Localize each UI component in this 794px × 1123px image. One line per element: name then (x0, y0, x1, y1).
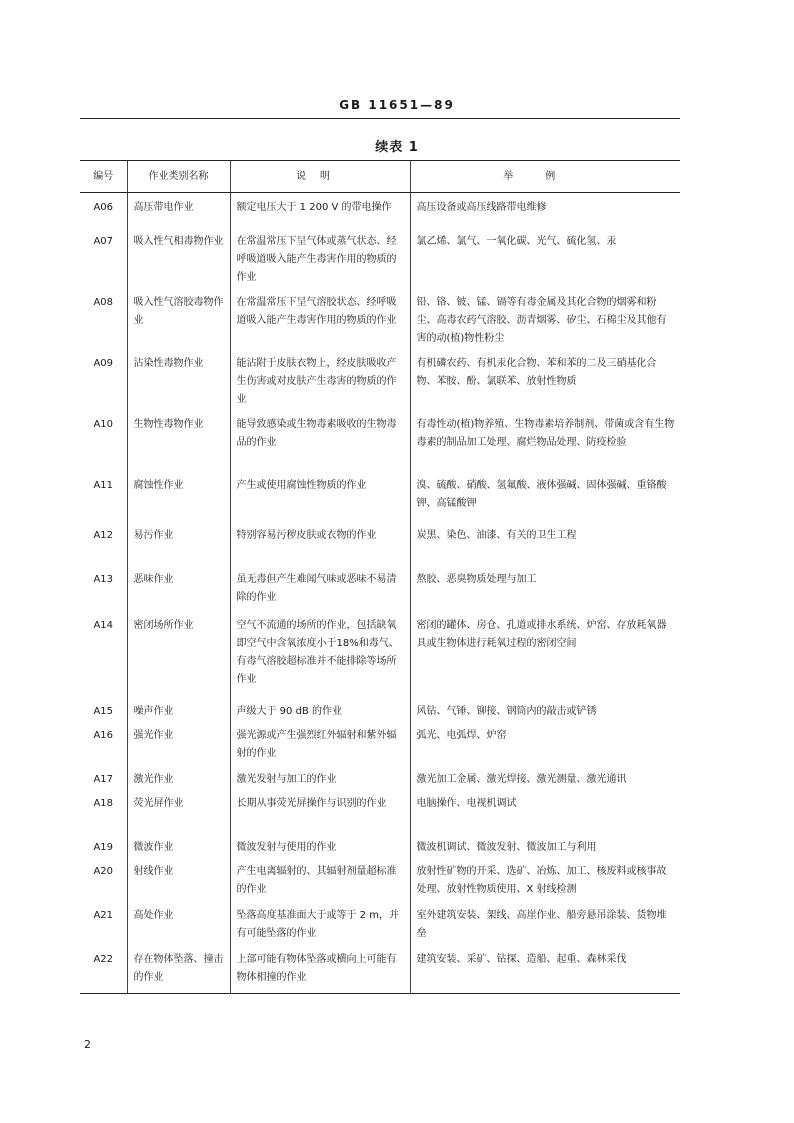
cell-name: 高处作业 (127, 901, 230, 945)
cell-name: 腐蚀性作业 (127, 471, 230, 521)
cell-example: 微波机调试、微波发射、微波加工与利用 (410, 833, 680, 857)
column-header-name: 作业类别名称 (127, 161, 230, 193)
cell-description: 产生或使用腐蚀性物质的作业 (230, 471, 410, 521)
cell-code: A15 (93, 705, 114, 717)
table-row (80, 611, 680, 697)
column-header-example: 举例 (410, 161, 680, 193)
cell-example: 熬胶、恶臭物质处理与加工 (410, 565, 680, 611)
cell-example: 弧光、电弧焊、炉窑 (410, 721, 680, 765)
cell-code: A20 (93, 865, 114, 877)
table-row (80, 288, 680, 349)
cell-description: 上部可能有物体坠落或横向上可能有物体相撞的作业 (230, 945, 410, 994)
cell-code: A14 (93, 619, 114, 631)
cell-code: A17 (93, 773, 114, 785)
table-row (80, 833, 680, 857)
cell-code: A16 (93, 729, 114, 741)
cell-example: 密闭的罐体、房仓、孔道或排水系统、炉窑、存放耗氧器具或生物体进行耗氧过程的密闭空间 (410, 611, 680, 697)
cell-description: 坠落高度基准面大于或等于 2 m，并有可能坠落的作业 (230, 901, 410, 945)
cell-code: A07 (93, 235, 114, 247)
cell-example: 高压设备或高压线路带电维修 (410, 193, 680, 227)
cell-code: A22 (80, 945, 127, 994)
table-caption: 续表 1 (375, 140, 419, 155)
cell-description: 在常温常压下呈气体或蒸气状态、经呼吸道吸入能产生毒害作用的物质的作业 (230, 227, 410, 288)
cell-example: 氯乙烯、氯气、一氧化碳、光气、硫化氢、汞 (410, 227, 680, 288)
table-row (80, 410, 680, 471)
work-category-table (80, 160, 680, 994)
cell-name: 噪声作业 (127, 697, 230, 721)
table-body (80, 193, 680, 994)
cell-example: 电脑操作、电视机调试 (410, 789, 680, 833)
cell-description: 微波发射与使用的作业 (230, 833, 410, 857)
cell-name: 高压带电作业 (127, 193, 230, 227)
cell-description: 虽无毒但产生难闻气味或恶味不易清除的作业 (230, 565, 410, 611)
table-row (80, 697, 680, 721)
cell-example: 放射性矿物的开采、选矿、冶炼、加工、核废料或核事故处理、放射性物质使用、X 射线检测 (410, 857, 680, 901)
table-row (80, 193, 680, 227)
cell-name: 存在物体坠落、撞击的作业 (127, 945, 230, 994)
cell-code: A10 (93, 418, 114, 430)
standard-code-header: GB 11651—89 (339, 98, 455, 112)
table-row (80, 765, 680, 789)
table-row (80, 789, 680, 833)
cell-description: 能沾附于皮肤衣物上，经皮肤吸收产生伤害或对皮肤产生毒害的物质的作业 (230, 349, 410, 410)
cell-name: 沾染性毒物作业 (127, 349, 230, 410)
cell-description: 声级大于 90 dB 的作业 (230, 697, 410, 721)
cell-name: 强光作业 (127, 721, 230, 765)
cell-example: 建筑安装、采矿、钻探、造船、起重、森林采伐 (410, 945, 680, 994)
table-row (80, 945, 680, 994)
cell-code: A06 (93, 202, 114, 213)
cell-example: 风钻、气锤、铆接、钢筒内的敲击或铲锈 (410, 697, 680, 721)
cell-name: 密闭场所作业 (127, 611, 230, 697)
cell-name: 恶味作业 (127, 565, 230, 611)
cell-description: 额定电压大于 1 200 V 的带电操作 (230, 193, 410, 227)
table-row (80, 521, 680, 565)
cell-example: 炭黑、染色、油漆、有关的卫生工程 (410, 521, 680, 565)
cell-example: 铅、铬、铍、锰、镉等有毒金属及其化合物的烟雾和粉尘、高毒农药气溶胶、沥青烟雾、矽尘、石棉尘及其他有害的动(植)物性粉尘 (410, 288, 680, 349)
cell-code: A11 (93, 479, 114, 491)
cell-name: 射线作业 (127, 857, 230, 901)
cell-description: 长期从事荧光屏操作与识别的作业 (230, 789, 410, 833)
cell-description: 特别容易污秽皮肤或衣物的作业 (230, 521, 410, 565)
table-row (80, 565, 680, 611)
table-row (80, 471, 680, 521)
cell-code: A19 (93, 841, 114, 853)
cell-name: 吸入性气溶胶毒物作业 (127, 288, 230, 349)
page-number: 2 (84, 1038, 91, 1051)
cell-name: 激光作业 (127, 765, 230, 789)
cell-description: 空气不流通的场所的作业，包括缺氧即空气中含氧浓度小于18%和毒气、有毒气溶胶超标准并不能排除等场所作业 (230, 611, 410, 697)
cell-code: A21 (93, 909, 114, 921)
cell-name: 吸入性气相毒物作业 (127, 227, 230, 288)
cell-example: 有毒性动(植)物养殖、生物毒素培养制剂、带菌或含有生物毒素的制品加工处理、腐烂物品处理、防疫检验 (410, 410, 680, 471)
cell-code: A12 (93, 529, 114, 541)
cell-code: A18 (93, 797, 114, 809)
cell-name: 微波作业 (127, 833, 230, 857)
cell-description: 强光源或产生强烈红外辐射和紫外辐射的作业 (230, 721, 410, 765)
table-row (80, 857, 680, 901)
cell-code: A09 (93, 357, 114, 369)
cell-name: 易污作业 (127, 521, 230, 565)
cell-example: 激光加工金属、激光焊接、激光测量、激光通讯 (410, 765, 680, 789)
cell-description: 能导致感染或生物毒素吸收的生物毒品的作业 (230, 410, 410, 471)
table-row (80, 901, 680, 945)
column-header-code: 编号 (80, 161, 127, 193)
column-header-description: 说明 (230, 161, 410, 193)
cell-code: A08 (93, 296, 114, 308)
table-row (80, 349, 680, 410)
cell-description: 产生电离辐射的、其辐射剂量超标准的作业 (230, 857, 410, 901)
cell-name: 生物性毒物作业 (127, 410, 230, 471)
header-rule (80, 118, 680, 119)
cell-example: 溴、硫酸、硝酸、氢氟酸、液体强碱、固体强碱、重铬酸钾、高锰酸钾 (410, 471, 680, 521)
cell-name: 荧光屏作业 (127, 789, 230, 833)
cell-description: 激光发射与加工的作业 (230, 765, 410, 789)
cell-example: 有机磷农药、有机汞化合物、苯和苯的二及三硝基化合物、苯胺、酚、氯联苯、放射性物质 (410, 349, 680, 410)
table-row (80, 227, 680, 288)
table-row (80, 721, 680, 765)
cell-example: 室外建筑安装、架线、高崖作业、船旁悬吊涂装、货物堆垒 (410, 901, 680, 945)
cell-code: A13 (93, 573, 114, 585)
table-header-row (80, 161, 680, 193)
cell-description: 在常温常压下呈气溶胶状态、经呼吸道吸入能产生毒害作用的物质的作业 (230, 288, 410, 349)
